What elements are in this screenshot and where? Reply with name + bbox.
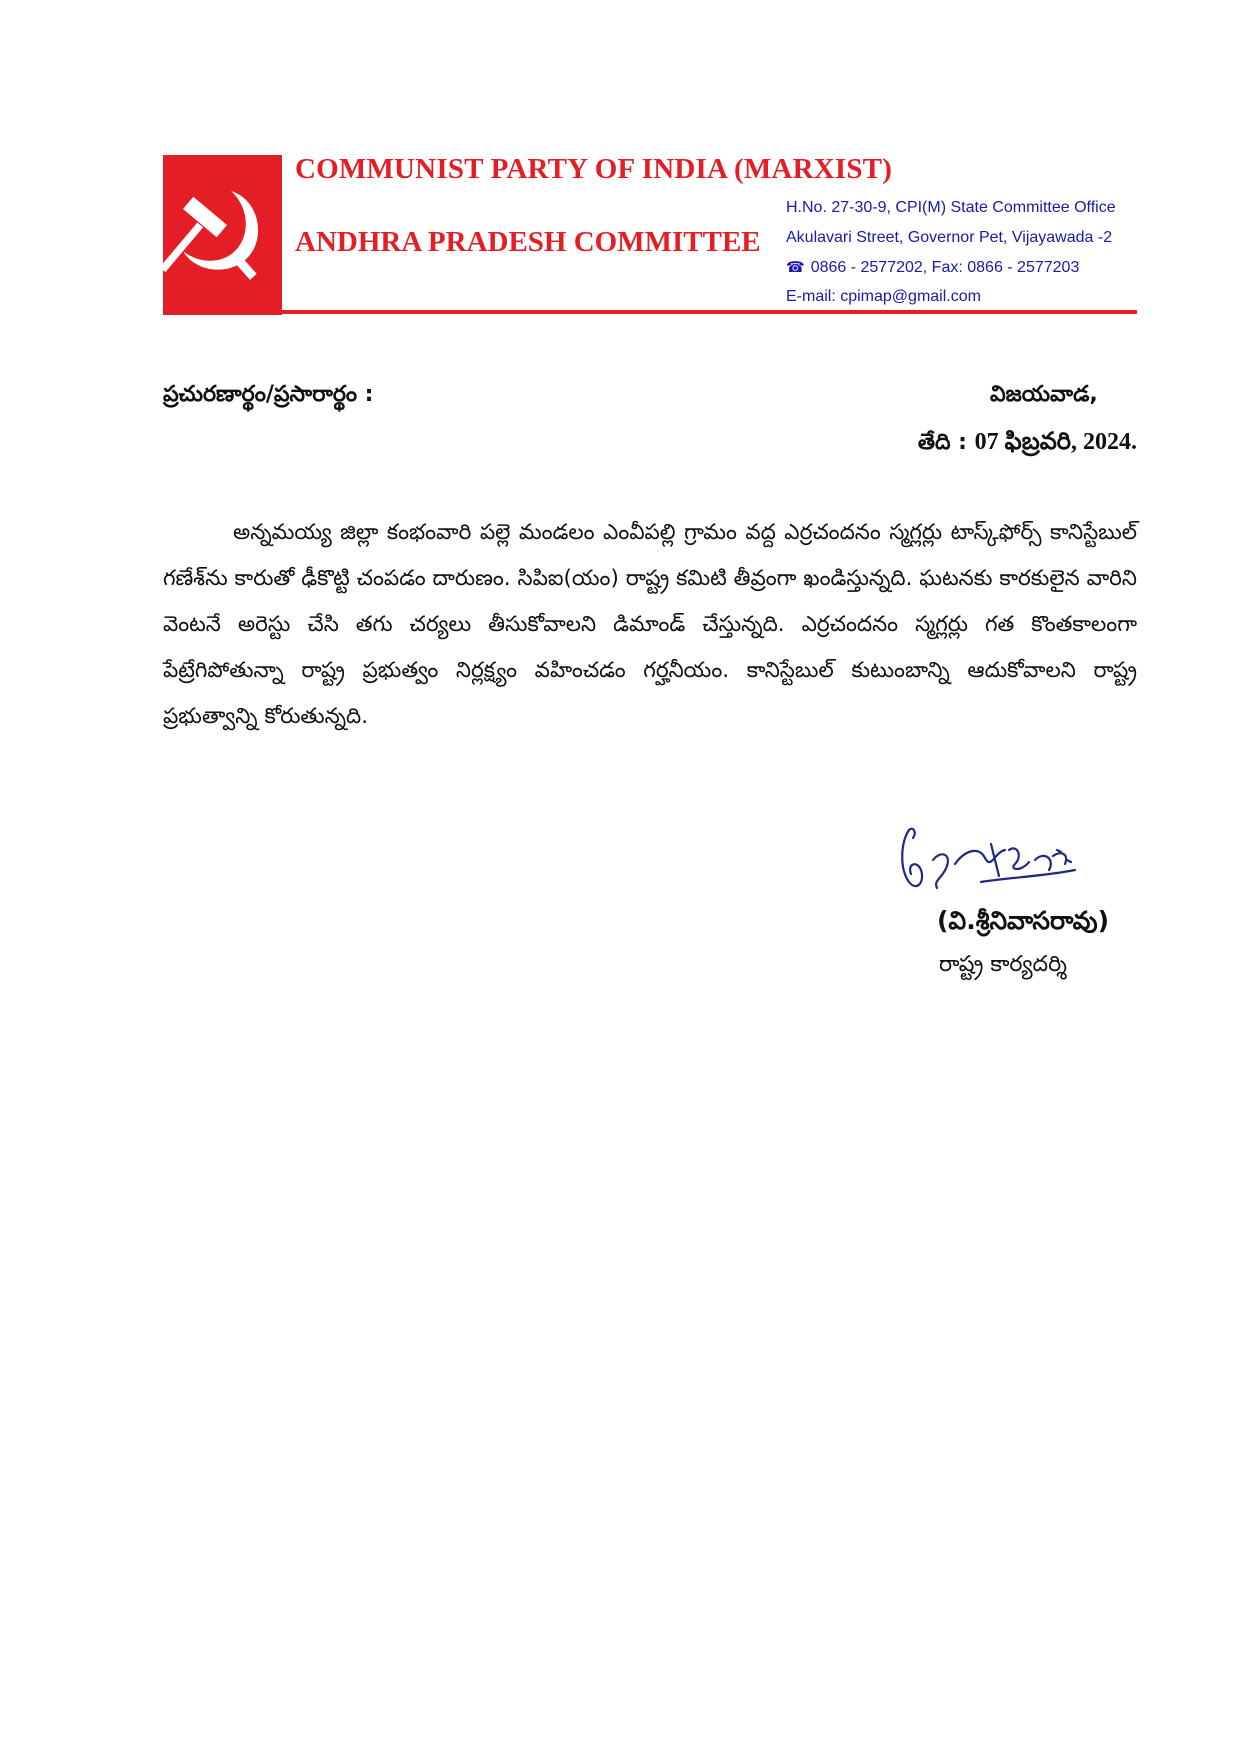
- signatory-name: (వి.శ్రీనివాసరావు): [937, 906, 1109, 935]
- release-label: ప్రచురణార్థం/ప్రసారార్థం :: [163, 382, 374, 407]
- release-place: విజయవాడ,: [990, 382, 1098, 407]
- phone-line: [786, 258, 1079, 277]
- date-value: 07 ఫిబ్రవరి, 2024.: [974, 429, 1137, 455]
- org-name: COMMUNIST PARTY OF INDIA (MARXIST): [295, 153, 893, 185]
- handwritten-signature: [895, 820, 1095, 900]
- press-release-body: అన్నమయ్య జిల్లా కంభంవారి పల్లె మండలం ఎంవీపల్లి గ్రామం వద్ద ఎర్రచందనం స్మగ్లర్లు టాస్క్‌ఫోర్స్ కానిస్టేబుల్ గణేశ్‌ను కారుతో ఢీకొట్టి చంపడం దారుణం. సిపిఐ(యం) రాష్ట్ర కమిటి తీవ్రంగా ఖండిస్తున్నది. ఘటనకు కారకులైన వారిని వెంటనే అరెస్టు చేసి తగు చర్యలు తీసుకోవాలని డిమాండ్ చేస్తున్నది. ఎర్రచందనం స్మగ్లర్లు గత కొంతకాలంగా పేట్రేగిపోతున్నా రాష్ట్ర ప్రభుత్వం నిర్లక్ష్యం వహించడం గర్హనీయం. కానిస్టేబుల్ కుటుంబాన్ని ఆదుకోవాలని రాష్ట్ర ప్రభుత్వాన్ని కోరుతున్నది.: [163, 520, 1137, 729]
- party-logo: [163, 155, 282, 315]
- phone-numbers: 0866 - 2577202, Fax: 0866 - 2577203: [810, 259, 1080, 276]
- header-divider: [282, 310, 1137, 314]
- signatory-title: రాష్ట్ర కార్యదర్శి: [938, 952, 1067, 977]
- address-line-1: H.No. 27-30-9, CPI(M) State Committee Office: [786, 199, 1116, 216]
- date-label: తేది :: [917, 430, 975, 455]
- email-line[interactable]: E-mail: cpimap@gmail.com: [786, 288, 981, 305]
- release-date: [918, 428, 1137, 461]
- address-line-2: Akulavari Street, Governor Pet, Vijayawada -2: [786, 229, 1113, 246]
- committee-name: ANDHRA PRADESH COMMITTEE: [295, 226, 761, 258]
- telephone-icon: ☎: [786, 259, 805, 276]
- hammer-sickle-icon: [163, 155, 282, 315]
